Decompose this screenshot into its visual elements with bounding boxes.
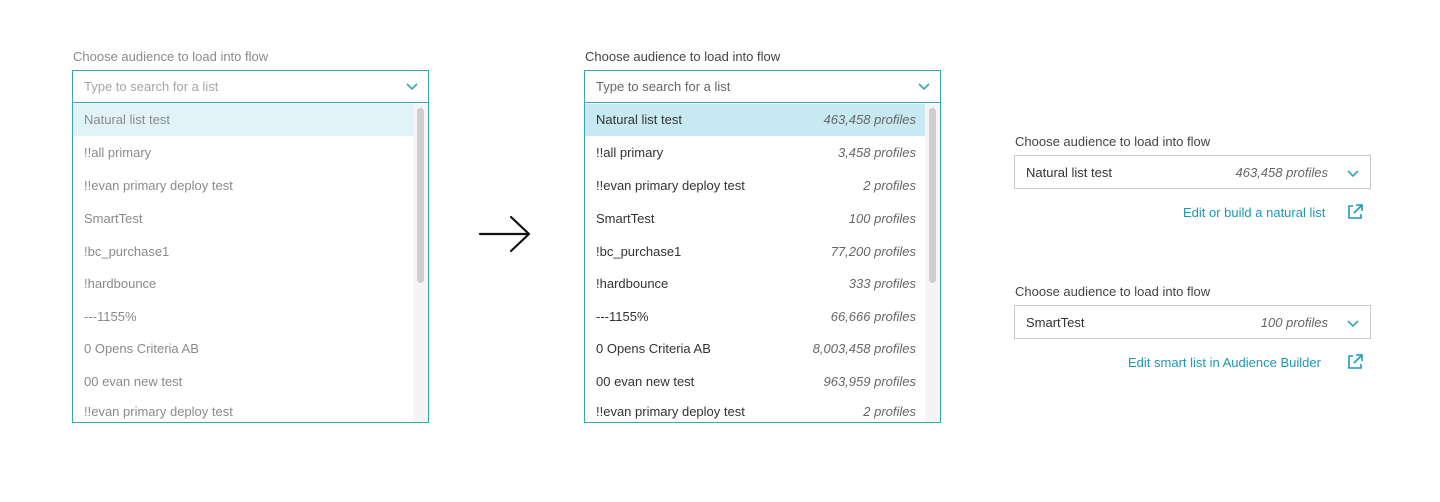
list-item-count: 963,959 profiles bbox=[823, 374, 916, 389]
list-item-name: !bc_purchase1 bbox=[84, 244, 170, 259]
list-item-name: !!all primary bbox=[596, 145, 664, 160]
middle-options-list bbox=[585, 104, 940, 422]
list-item-count: 66,666 profiles bbox=[830, 309, 916, 324]
list-item-count: 463,458 profiles bbox=[823, 112, 916, 127]
middle-search-placeholder: Type to search for a list bbox=[596, 79, 731, 94]
middle-search-input[interactable] bbox=[585, 71, 940, 103]
list-item[interactable] bbox=[585, 333, 925, 365]
list-item-name: SmartTest bbox=[84, 211, 143, 226]
smart-list-select[interactable] bbox=[1014, 305, 1371, 339]
list-item[interactable] bbox=[585, 396, 925, 422]
list-item[interactable] bbox=[585, 268, 925, 300]
list-item-name: !!evan primary deploy test bbox=[84, 404, 233, 419]
list-item[interactable] bbox=[73, 137, 413, 169]
list-item[interactable] bbox=[73, 366, 413, 398]
arrow-right-icon bbox=[478, 214, 532, 254]
edit-smart-list-link[interactable]: Edit smart list in Audience Builder bbox=[1128, 355, 1321, 370]
selected-list-name: Natural list test bbox=[1026, 165, 1112, 180]
left-options-list bbox=[73, 104, 428, 422]
list-item-name: ---1155% bbox=[84, 309, 137, 324]
list-item-name: Natural list test bbox=[84, 112, 170, 127]
right-top-audience-label: Choose audience to load into flow bbox=[1015, 134, 1211, 149]
list-item[interactable] bbox=[585, 366, 925, 398]
edit-natural-list-link[interactable]: Edit or build a natural list bbox=[1183, 205, 1326, 220]
middle-audience-dropdown[interactable] bbox=[584, 70, 941, 423]
list-item-name: !hardbounce bbox=[84, 276, 157, 291]
left-audience-label: Choose audience to load into flow bbox=[73, 49, 269, 64]
selected-list-count: 463,458 profiles bbox=[1235, 165, 1328, 180]
list-item-name: ---1155% bbox=[596, 309, 649, 324]
chevron-down-icon[interactable] bbox=[1346, 168, 1360, 178]
list-item-count: 3,458 profiles bbox=[837, 145, 916, 160]
left-scrollbar[interactable] bbox=[413, 104, 428, 422]
left-scrollbar-thumb[interactable] bbox=[417, 108, 424, 283]
external-link-icon[interactable] bbox=[1346, 203, 1364, 221]
left-search-input[interactable] bbox=[73, 71, 428, 103]
middle-scrollbar[interactable] bbox=[925, 104, 940, 422]
list-item-count: 333 profiles bbox=[848, 276, 916, 291]
list-item[interactable] bbox=[585, 236, 925, 268]
list-item-name: !!evan primary deploy test bbox=[596, 404, 745, 419]
list-item[interactable] bbox=[73, 203, 413, 235]
list-item-count: 8,003,458 profiles bbox=[812, 341, 916, 356]
left-audience-dropdown[interactable] bbox=[72, 70, 429, 423]
list-item-name: 0 Opens Criteria AB bbox=[84, 341, 199, 356]
middle-audience-label: Choose audience to load into flow bbox=[585, 49, 781, 64]
list-item[interactable] bbox=[73, 236, 413, 268]
list-item[interactable] bbox=[585, 137, 925, 169]
list-item-name: !!evan primary deploy test bbox=[84, 178, 233, 193]
list-item-name: Natural list test bbox=[596, 112, 682, 127]
list-item[interactable] bbox=[585, 301, 925, 333]
list-item[interactable] bbox=[73, 268, 413, 300]
chevron-down-icon[interactable] bbox=[405, 81, 419, 91]
natural-list-select[interactable] bbox=[1014, 155, 1371, 189]
list-item-name: 0 Opens Criteria AB bbox=[596, 341, 711, 356]
list-item-name: !bc_purchase1 bbox=[596, 244, 682, 259]
list-item[interactable] bbox=[73, 301, 413, 333]
list-item[interactable] bbox=[585, 104, 925, 136]
list-item-count: 2 profiles bbox=[863, 178, 916, 193]
list-item[interactable] bbox=[73, 333, 413, 365]
list-item-count: 77,200 profiles bbox=[830, 244, 916, 259]
selected-list-count: 100 profiles bbox=[1260, 315, 1328, 330]
list-item[interactable] bbox=[73, 396, 413, 422]
middle-scrollbar-thumb[interactable] bbox=[929, 108, 936, 283]
left-search-placeholder: Type to search for a list bbox=[84, 79, 219, 94]
list-item-name: 00 evan new test bbox=[84, 374, 183, 389]
list-item-count: 2 profiles bbox=[863, 404, 916, 419]
list-item-name: 00 evan new test bbox=[596, 374, 695, 389]
list-item[interactable] bbox=[585, 170, 925, 202]
chevron-down-icon[interactable] bbox=[917, 81, 931, 91]
list-item-name: !hardbounce bbox=[596, 276, 669, 291]
list-item-name: !!all primary bbox=[84, 145, 152, 160]
list-item[interactable] bbox=[73, 170, 413, 202]
right-bottom-audience-label: Choose audience to load into flow bbox=[1015, 284, 1211, 299]
list-item-count: 100 profiles bbox=[848, 211, 916, 226]
selected-list-name: SmartTest bbox=[1026, 315, 1085, 330]
chevron-down-icon[interactable] bbox=[1346, 318, 1360, 328]
list-item-name: !!evan primary deploy test bbox=[596, 178, 745, 193]
list-item[interactable] bbox=[73, 104, 413, 136]
list-item[interactable] bbox=[585, 203, 925, 235]
external-link-icon[interactable] bbox=[1346, 353, 1364, 371]
list-item-name: SmartTest bbox=[596, 211, 655, 226]
